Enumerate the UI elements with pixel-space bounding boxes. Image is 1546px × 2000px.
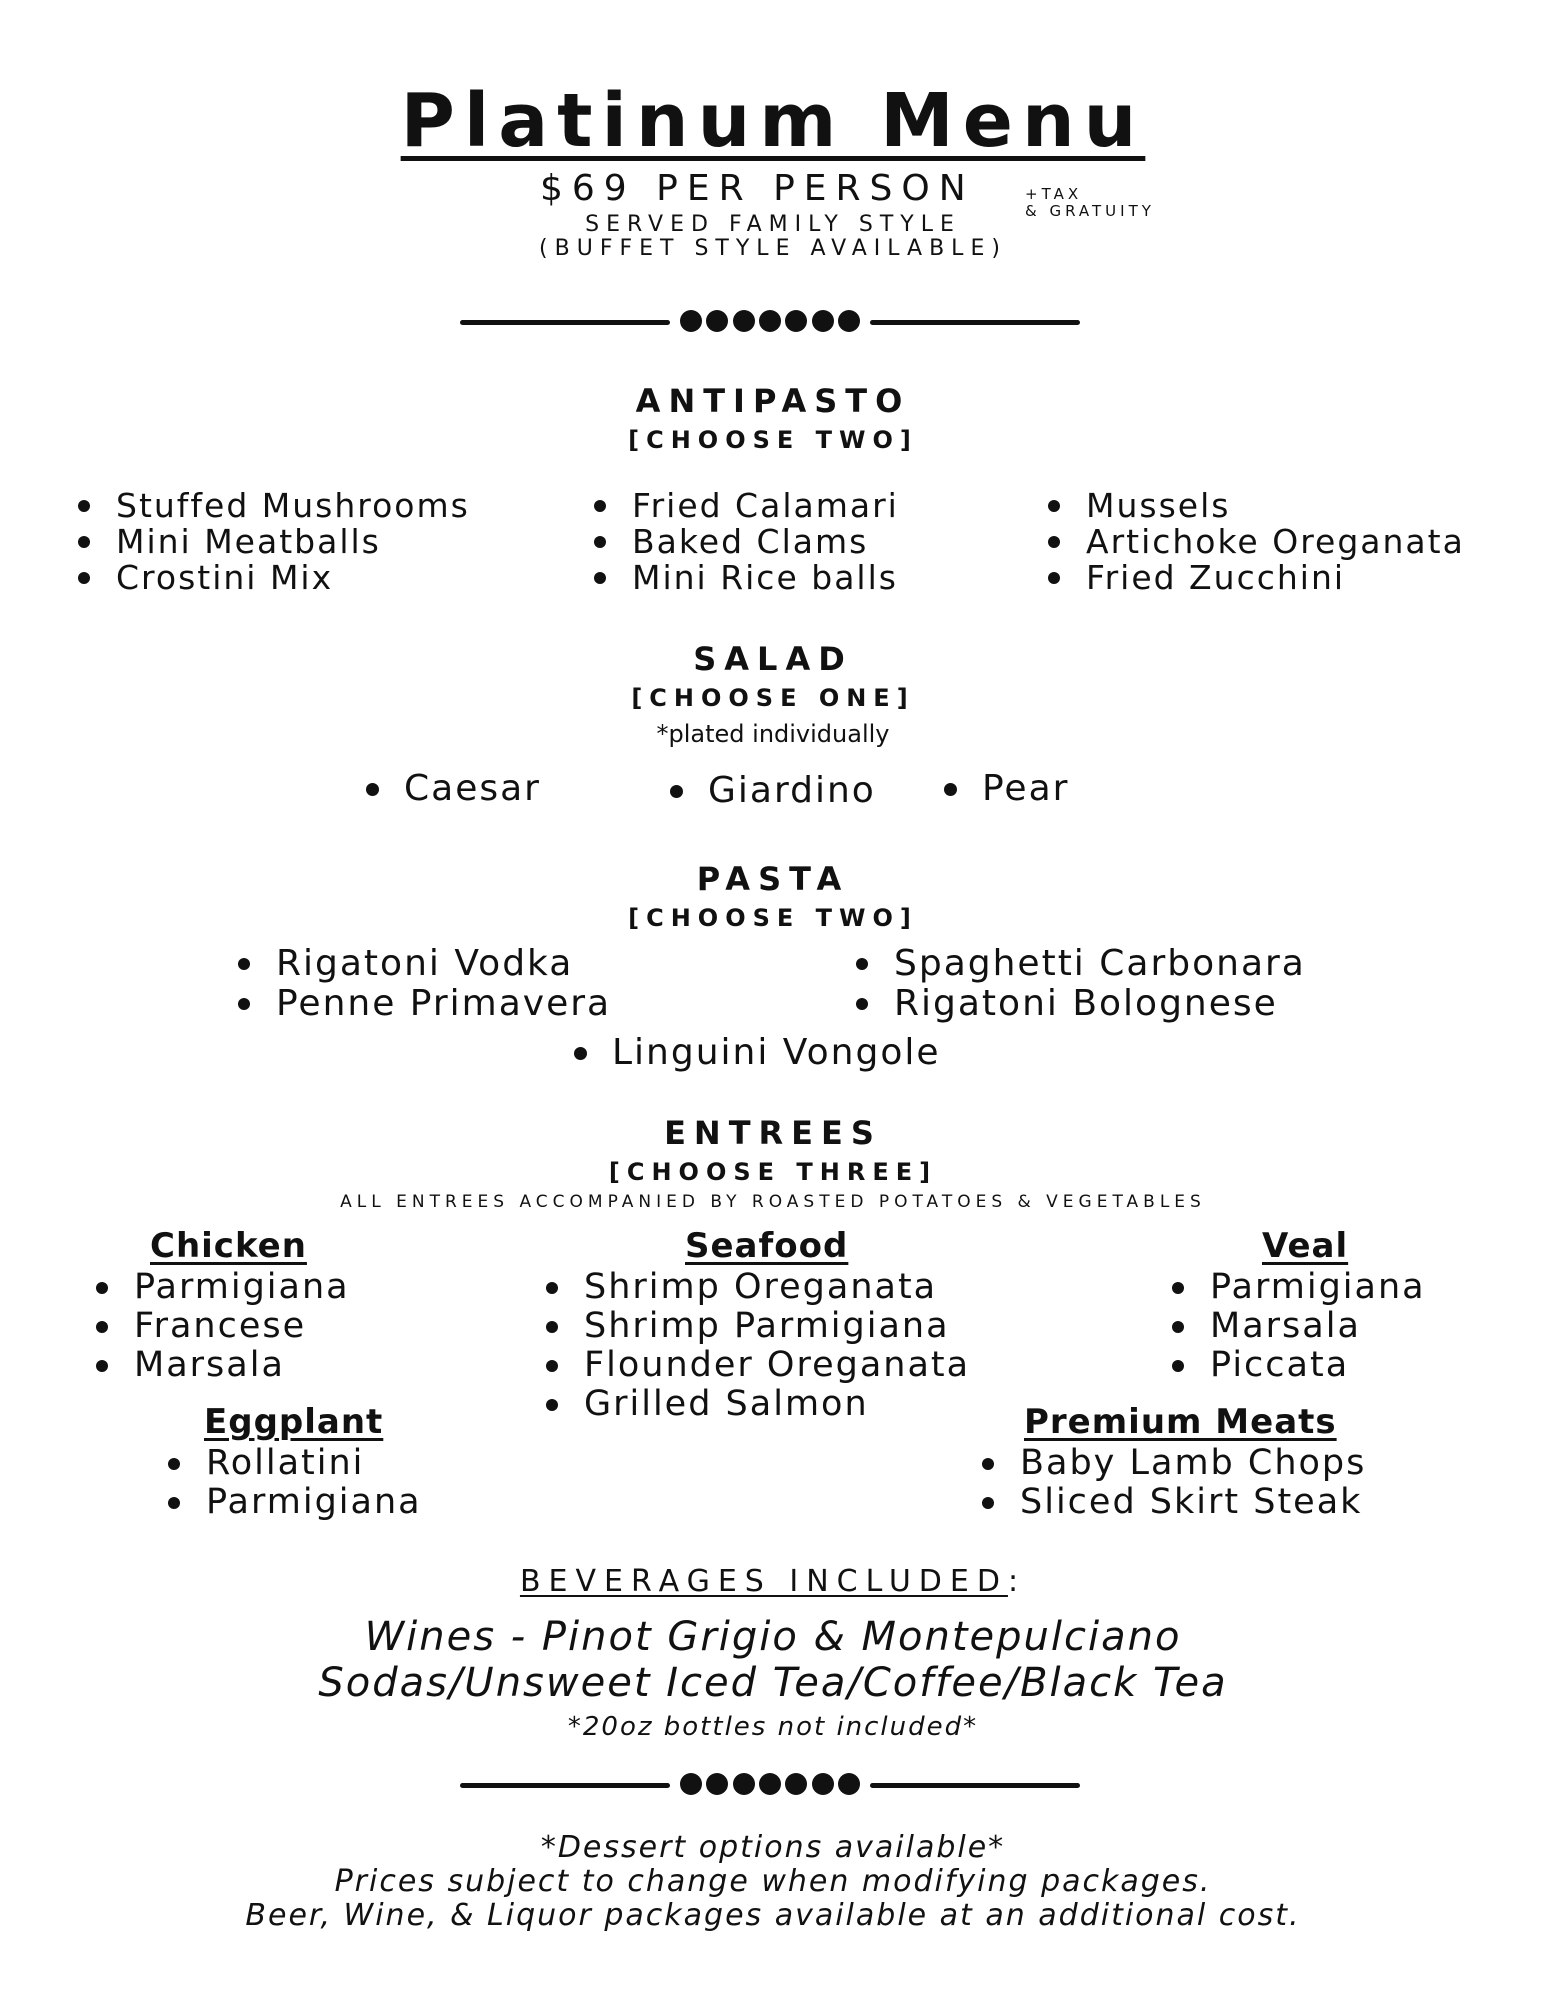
beverages-wines: Wines - Pinot Grigio & Montepulciano: [364, 1614, 1182, 1660]
list-item: Marsala: [94, 1346, 350, 1385]
list-item: Mini Rice balls: [592, 560, 899, 596]
list-item: Crostini Mix: [76, 560, 470, 596]
divider-top: [460, 307, 1080, 337]
salad-title: SALAD: [693, 640, 853, 678]
eggplant-heading: Eggplant: [204, 1402, 384, 1442]
divider-bottom: [460, 1770, 1080, 1800]
list-item: Rollatini: [166, 1444, 422, 1483]
list-item: Penne Primavera: [236, 984, 611, 1024]
premium-meats-list: [980, 1444, 1366, 1522]
list-item: Rigatoni Vodka: [236, 944, 611, 984]
list-item: Sliced Skirt Steak: [980, 1483, 1366, 1522]
pasta-subtitle: [CHOOSE TWO]: [628, 904, 918, 932]
seafood-list: [544, 1268, 970, 1424]
list-item: Shrimp Parmigiana: [544, 1307, 970, 1346]
antipasto-title: ANTIPASTO: [635, 382, 911, 420]
chicken-list: [94, 1268, 350, 1385]
gratuity-line: & GRATUITY: [1025, 202, 1155, 220]
entrees-subtitle: [CHOOSE THREE]: [608, 1158, 938, 1186]
salad-note: *plated individually: [656, 720, 890, 748]
list-item: Grilled Salmon: [544, 1385, 970, 1424]
beverages-soft-drinks: Sodas/Unsweet Iced Tea/Coffee/Black Tea: [318, 1660, 1228, 1706]
list-item: Mini Meatballs: [76, 524, 470, 560]
beverages-colon: :: [1007, 1564, 1027, 1599]
antipasto-subtitle: [CHOOSE TWO]: [628, 426, 918, 454]
tax-line: +TAX: [1025, 185, 1083, 203]
list-item: Fried Calamari: [592, 488, 899, 524]
seafood-heading: Seafood: [685, 1226, 849, 1266]
antipasto-col-1: [76, 488, 470, 596]
prices-note: Prices subject to change when modifying packages.: [334, 1864, 1212, 1899]
pasta-title: PASTA: [696, 860, 850, 898]
pasta-center-item: Linguini Vongole: [572, 1032, 941, 1073]
beverages-heading-text: BEVERAGES INCLUDED: [519, 1564, 1008, 1599]
veal-heading: Veal: [1262, 1226, 1349, 1266]
chicken-heading: Chicken: [150, 1226, 307, 1266]
list-item: Rigatoni Bolognese: [854, 984, 1306, 1024]
buffet-note: (BUFFET STYLE AVAILABLE): [539, 236, 1007, 261]
pasta-col-right: [854, 944, 1306, 1024]
eggplant-list: [166, 1444, 422, 1522]
antipasto-col-2: [592, 488, 899, 596]
salad-subtitle: [CHOOSE ONE]: [631, 684, 915, 712]
price-per-person: $69 PER PERSON: [540, 168, 975, 209]
list-item: Stuffed Mushrooms: [76, 488, 470, 524]
entrees-title: ENTREES: [664, 1114, 882, 1152]
served-style: SERVED FAMILY STYLE: [585, 212, 961, 237]
beverages-heading: [0, 1564, 1546, 1599]
menu-title-text: Platinum Menu: [400, 78, 1146, 164]
salad-item: Caesar: [364, 768, 541, 809]
salad-item: Giardino: [668, 770, 876, 811]
list-item: Parmigiana: [1170, 1268, 1426, 1307]
beverages-note: *20oz bottles not included*: [567, 1712, 979, 1742]
premium-meats-heading: Premium Meats: [1024, 1402, 1337, 1442]
list-item: Marsala: [1170, 1307, 1426, 1346]
list-item: Mussels: [1046, 488, 1465, 524]
list-item: Flounder Oreganata: [544, 1346, 970, 1385]
entrees-note: ALL ENTREES ACCOMPANIED BY ROASTED POTATOES & VEGETABLES: [340, 1192, 1206, 1212]
list-item: Francese: [94, 1307, 350, 1346]
list-item: Baby Lamb Chops: [980, 1444, 1366, 1483]
list-item: Piccata: [1170, 1346, 1426, 1385]
list-item: Shrimp Oreganata: [544, 1268, 970, 1307]
list-item: Parmigiana: [94, 1268, 350, 1307]
menu-title: [0, 78, 1546, 164]
dessert-note: *Dessert options available*: [540, 1830, 1006, 1865]
list-item: Spaghetti Carbonara: [854, 944, 1306, 984]
list-item: Artichoke Oreganata: [1046, 524, 1465, 560]
list-item: Baked Clams: [592, 524, 899, 560]
salad-item: Pear: [942, 768, 1069, 809]
veal-list: [1170, 1268, 1426, 1385]
list-item: Fried Zucchini: [1046, 560, 1465, 596]
antipasto-col-3: [1046, 488, 1465, 596]
packages-note: Beer, Wine, & Liquor packages available at an additional cost.: [245, 1898, 1301, 1933]
list-item: Parmigiana: [166, 1483, 422, 1522]
pasta-col-left: [236, 944, 611, 1024]
